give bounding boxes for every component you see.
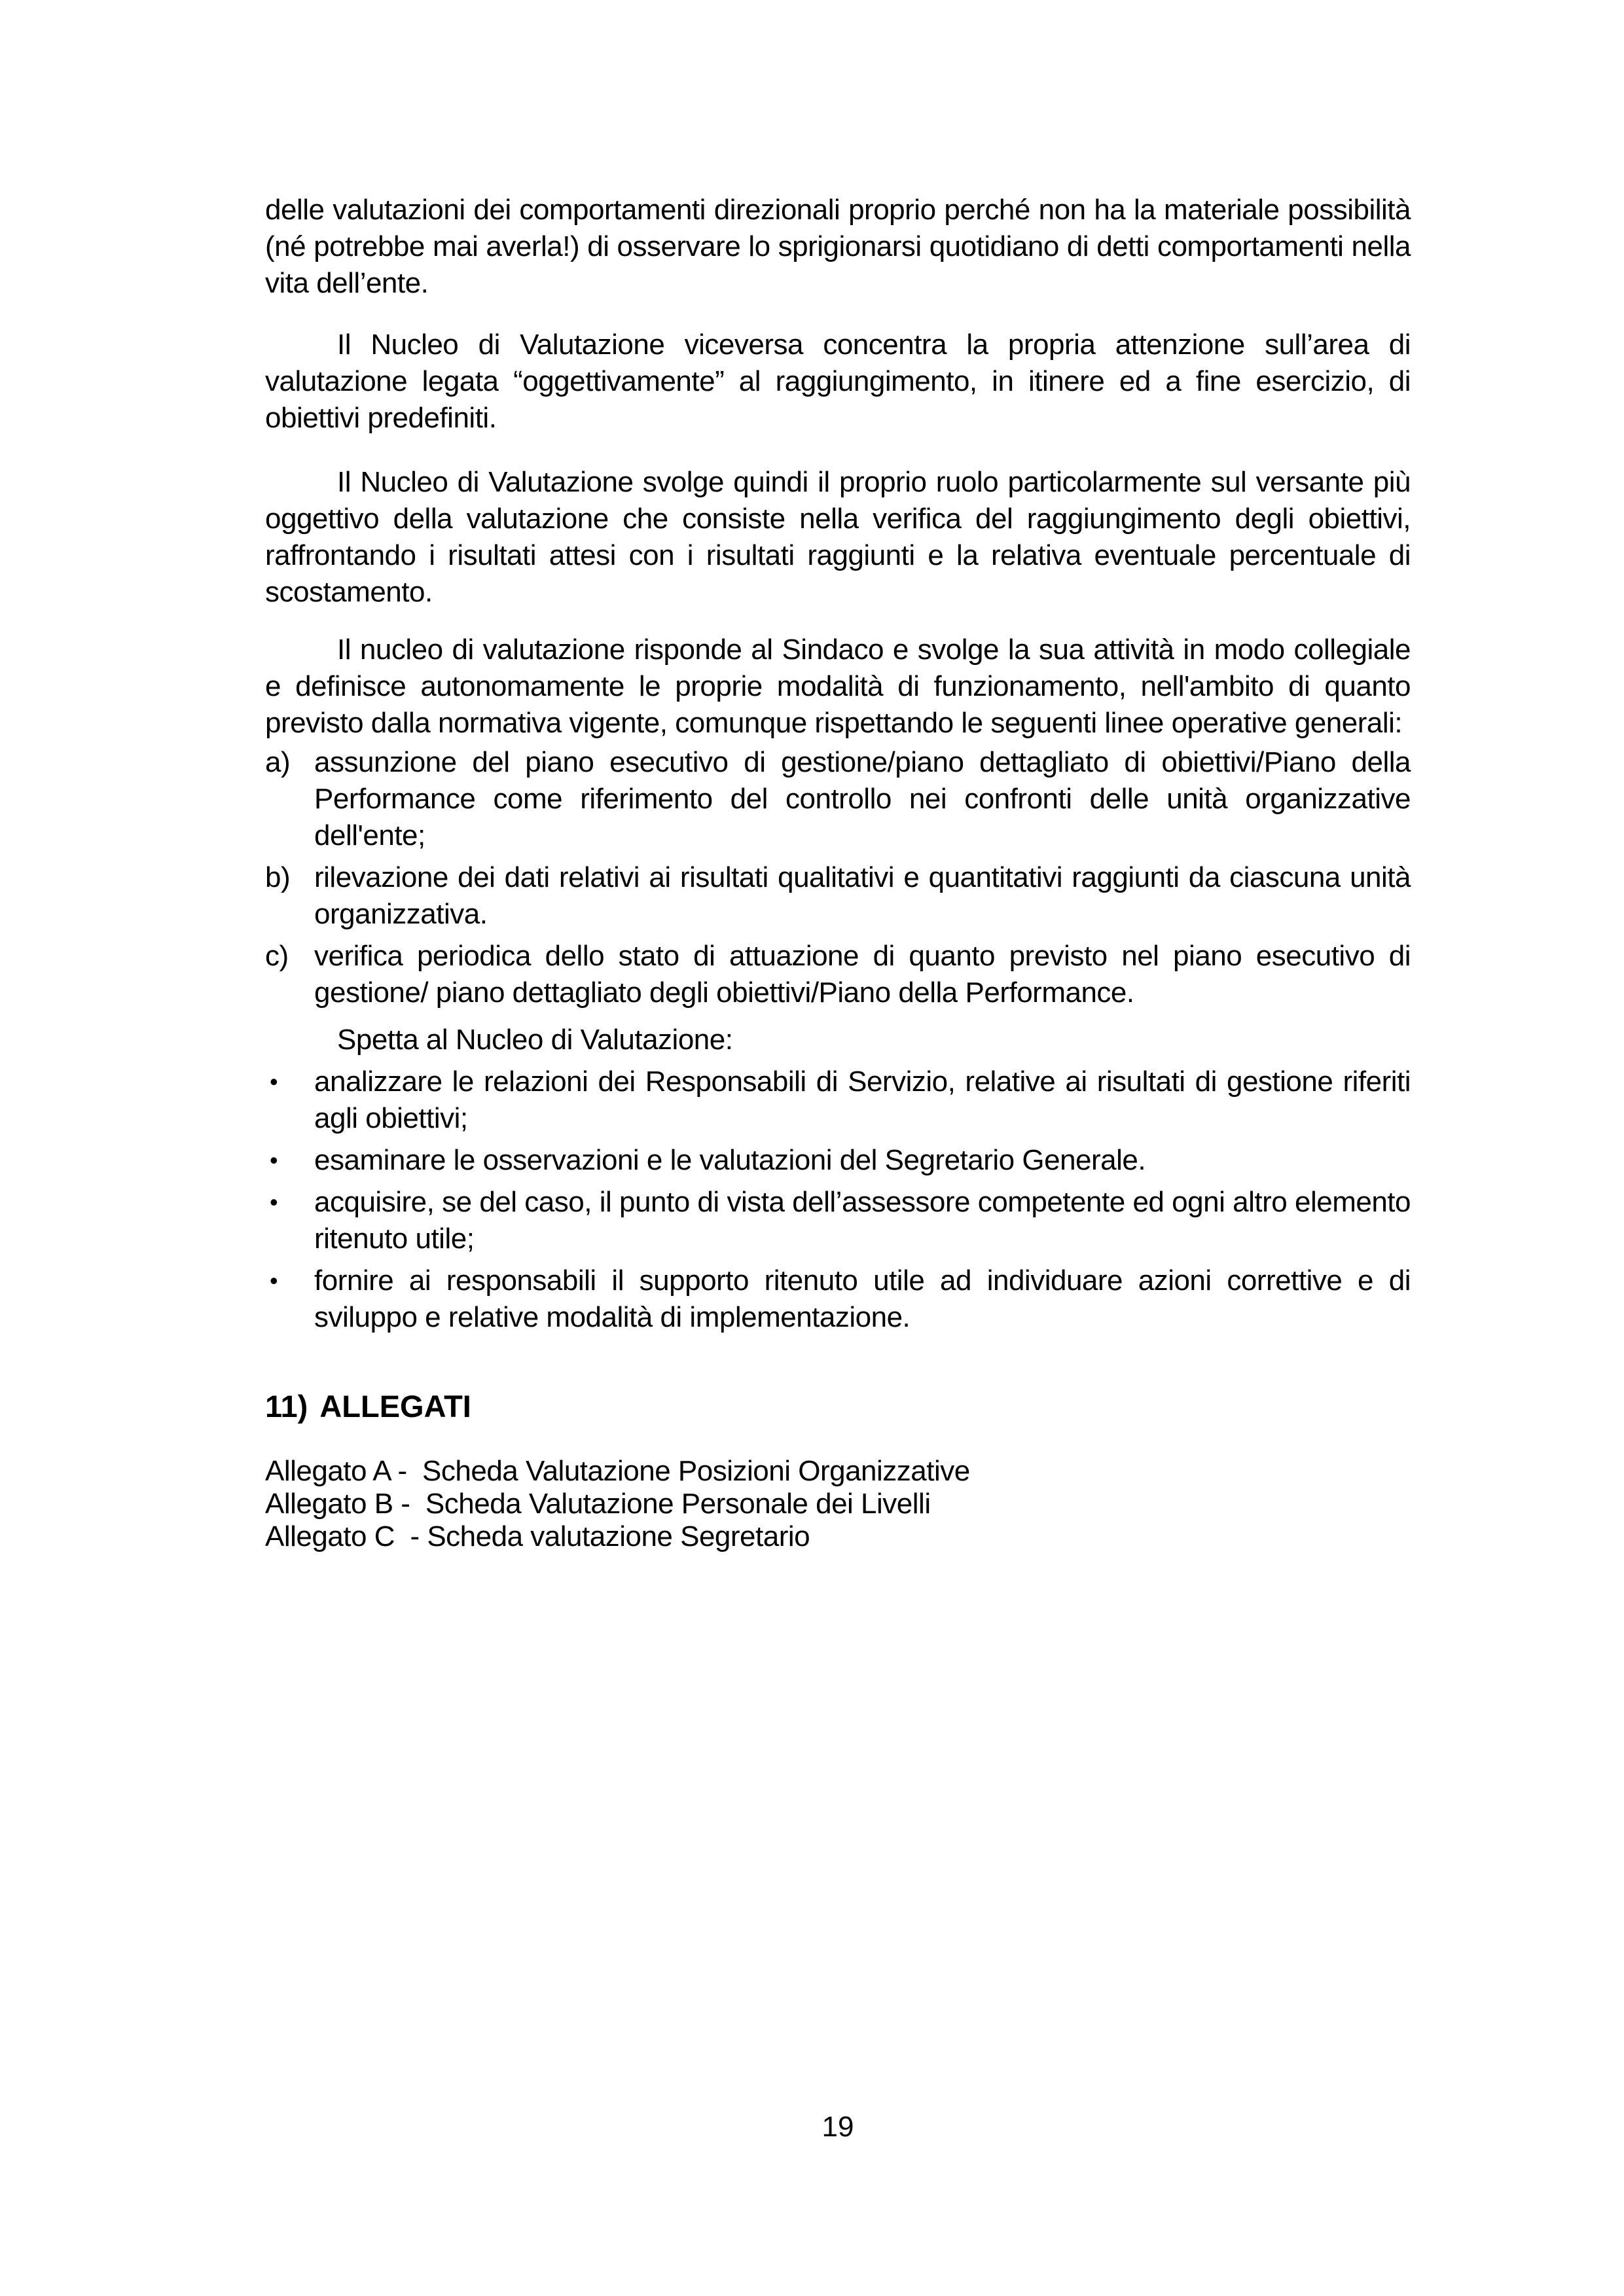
bullet-item <box>265 1263 1411 1336</box>
bullet-item-text: analizzare le relazioni dei Responsabili di Servizio, relative ai risultati di gestione riferiti agli obiettivi; <box>314 1066 1411 1134</box>
paragraph-continuation: delle valutazioni dei comportamenti direzionali proprio perché non ha la materiale possibilità (né potrebbe mai averla!) di osservare lo sprigionarsi quotidiano di detti comportamenti nella vita dell’ente. <box>265 194 1411 299</box>
page-content <box>265 0 1411 1553</box>
list-item <box>265 938 1411 1011</box>
section-number: 11) <box>265 1389 308 1424</box>
bullet-item <box>265 1184 1411 1257</box>
section-title: ALLEGATI <box>319 1389 471 1424</box>
bullet-icon: • <box>270 1189 278 1215</box>
paragraph: Il Nucleo di Valutazione viceversa concentra la propria attenzione sull’area di valutazione legata “oggettivamente” al raggiungimento, in itinere ed a fine esercizio, di obiettivi predefiniti. <box>265 329 1411 434</box>
attachment-line: Allegato C - Scheda valutazione Segretario <box>265 1520 810 1552</box>
list-item <box>265 744 1411 854</box>
section-heading <box>265 1387 1411 1426</box>
list-item-text: verifica periodica dello stato di attuazione di quanto previsto nel piano esecutivo di gestione/ piano dettagliato degli obiettivi/Piano della Performance. <box>314 940 1411 1009</box>
list-item-text: rilevazione dei dati relativi ai risultati qualitativi e quantitativi raggiunti da ciascuna unità organizzativa. <box>314 861 1411 930</box>
list-marker-a: a) <box>265 746 291 778</box>
bullet-item <box>265 1142 1411 1179</box>
bullet-icon: • <box>270 1147 278 1174</box>
attachment-line: Allegato B - Scheda Valutazione Personale dei Livelli <box>265 1488 931 1520</box>
bullet-icon: • <box>270 1068 278 1095</box>
paragraph: Il Nucleo di Valutazione svolge quindi il proprio ruolo particolarmente sul versante più oggettivo della valutazione che consiste nella verifica del raggiungimento degli obiettivi, raffrontando i risultati attesi con i risultati raggiunti e la relativa eventuale percentuale di scostamento. <box>265 466 1411 608</box>
list-item-text: assunzione del piano esecutivo di gestione/piano dettagliato di obiettivi/Piano della Performance come riferimento del controllo nei confronti delle unità organizzative dell'ente; <box>314 746 1411 852</box>
page-number: 19 <box>821 2111 854 2143</box>
bullet-item-text: acquisire, se del caso, il punto di vista dell’assessore competente ed ogni altro elemento ritenuto utile; <box>314 1186 1411 1255</box>
list-lead-in: Spetta al Nucleo di Valutazione: <box>337 1024 733 1056</box>
bullet-icon: • <box>270 1267 278 1294</box>
attachment-line: Allegato A - Scheda Valutazione Posizioni Organizzative <box>265 1455 970 1487</box>
bullet-item-text: fornire ai responsabili il supporto ritenuto utile ad individuare azioni correttive e di sviluppo e relative modalità di implementazione. <box>314 1265 1411 1333</box>
list-item <box>265 859 1411 933</box>
bullet-item <box>265 1064 1411 1137</box>
list-marker-c: c) <box>265 940 289 972</box>
attachments-list <box>265 1455 1411 1553</box>
bullet-item-text: esaminare le osservazioni e le valutazioni del Segretario Generale. <box>314 1144 1146 1176</box>
list-marker-b: b) <box>265 861 291 893</box>
paragraph: Il nucleo di valutazione risponde al Sindaco e svolge la sua attività in modo collegiale e definisce autonomamente le proprie modalità di funzionamento, nell'ambito di quanto previsto dalla normativa vigente, comunque rispettando le seguenti linee operative generali: <box>265 634 1411 739</box>
